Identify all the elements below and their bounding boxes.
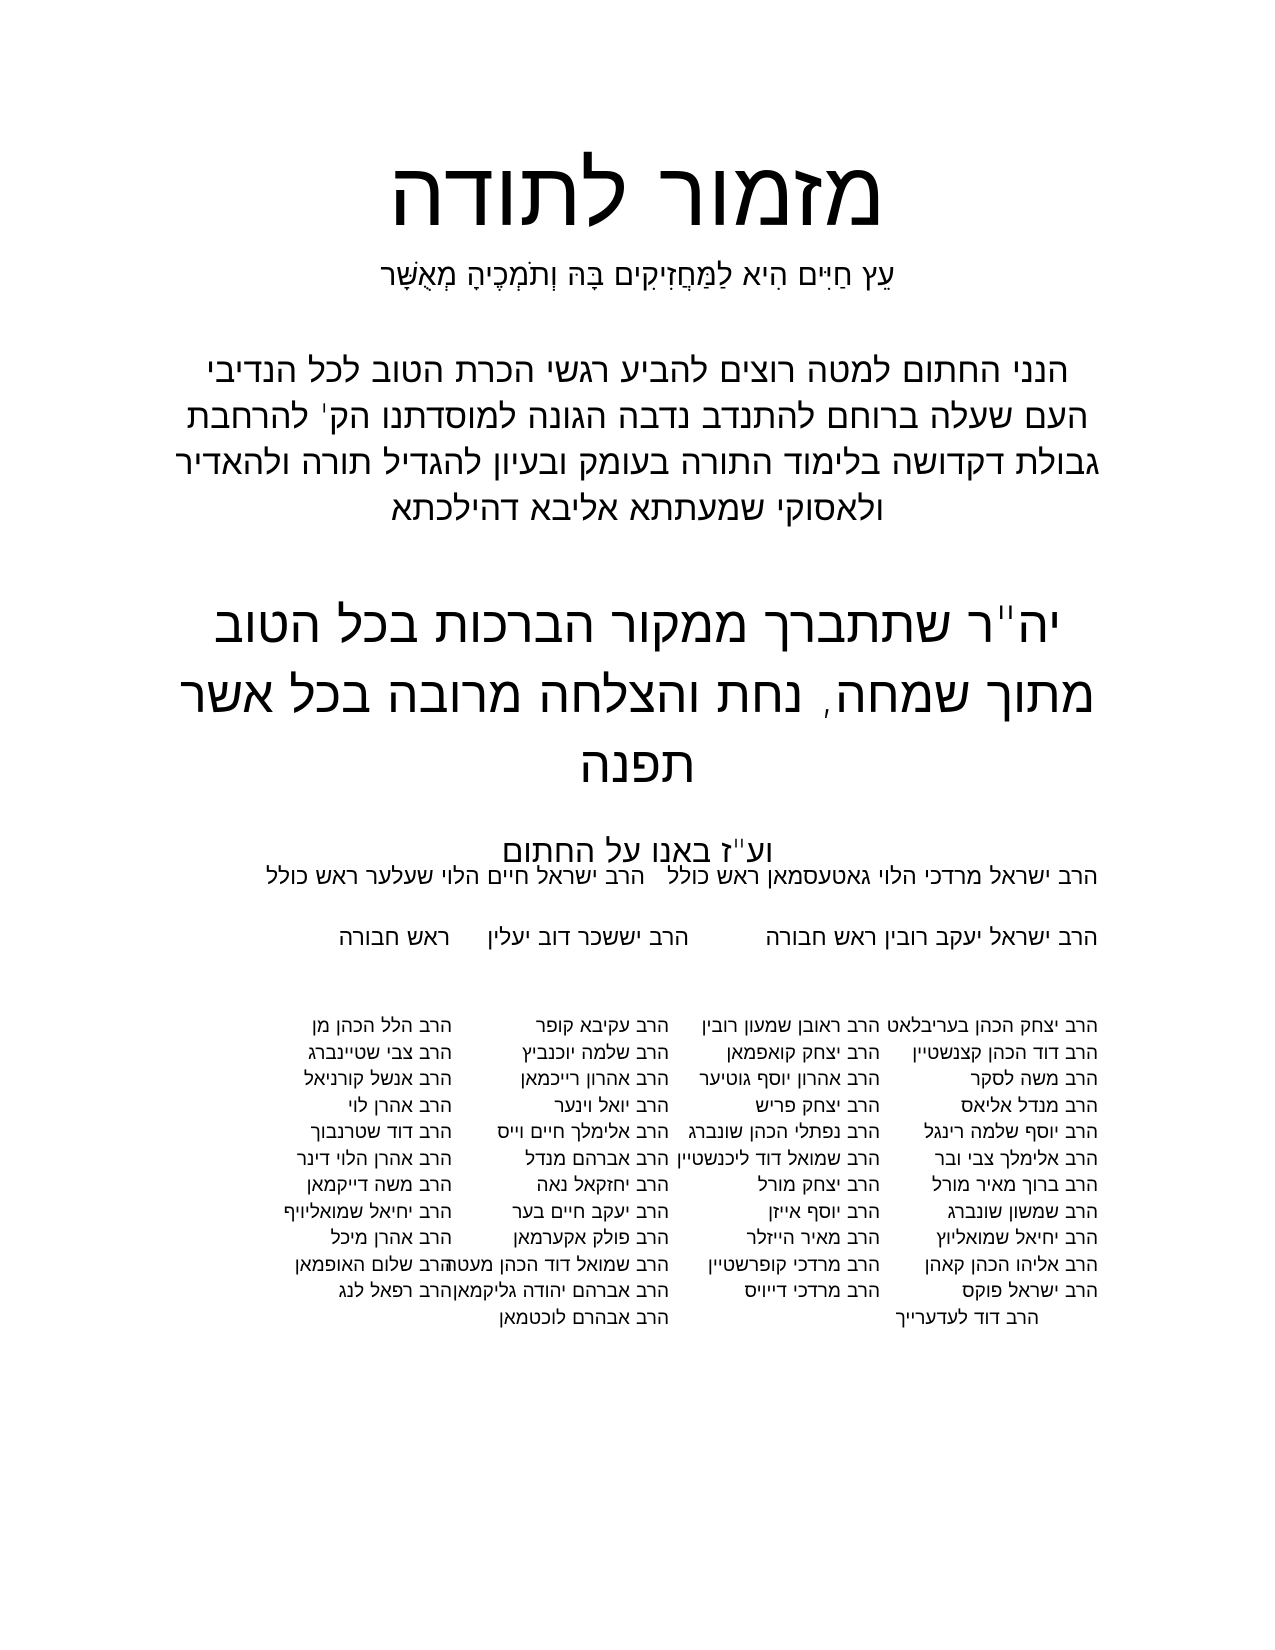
signatories-row [0, 1201, 1275, 1228]
head-signatory: הרב יששכר דוב יעלין [487, 925, 689, 951]
heads-row-2 [0, 923, 1275, 955]
signatory-name: הרב יצחק קואפמאן [726, 1041, 880, 1064]
signatory-name: הרב מרדכי קופרשטיין [707, 1253, 880, 1276]
signatory-name: הרב אהרן הלוי דינר [296, 1147, 452, 1170]
paragraph-line: ולאסוקי שמעתתא אליבא דהילכתא [390, 489, 885, 529]
signatory-name: הרב מנדל אליאס [960, 1094, 1098, 1117]
heads-row-1 [0, 862, 1275, 894]
signatory-name: הרב דוד לעדערייך [895, 1306, 1039, 1329]
signatory-name: הרב יחיאל שמואליוץ [936, 1227, 1098, 1249]
signatory-name: הרב מאיר הייזלר [746, 1227, 880, 1249]
head-title: ראש חבורה [338, 925, 450, 951]
signatories-row [0, 1095, 1275, 1122]
signatory-name: הרב שמואל דוד הכהן מעטה [445, 1253, 669, 1276]
signatories-row [0, 1148, 1275, 1175]
signatory-name: הרב אברהם מנדל [525, 1147, 669, 1170]
subtitle-verse: עֵץ חַיִּים הִיא לַמַּחֲזִיקִים בָּהּ וְתֹמְכֶיהָ מְאֻשָּׁר [380, 258, 895, 293]
signatory-name: הרב אהרון יוסף גוטיער [699, 1068, 880, 1090]
signatories-row [0, 1042, 1275, 1069]
signatory-name: הרב נפתלי הכהן שונברג [688, 1121, 880, 1143]
signatory-name: הרב יוסף שלמה רינגל [924, 1121, 1098, 1143]
signatory-name: הרב אהרן מיכל [330, 1227, 452, 1249]
signatory-name: הרב עקיבא קופר [535, 1015, 669, 1037]
signatory-name: הרב אהרן לוי [347, 1094, 452, 1117]
signatory-name: הרב הלל הכהן מן [311, 1015, 452, 1037]
signatory-name: הרב שמואל דוד ליכנשטיין [676, 1147, 880, 1170]
head-signatory: הרב ישראל מרדכי הלוי גאטעסמאן ראש כולל [667, 864, 1098, 890]
signatory-name: הרב רפאל לנג [338, 1280, 452, 1302]
signatory-name: הרב שמשון שונברג [947, 1200, 1098, 1223]
signatories-row [0, 1015, 1275, 1042]
blessing-line: מתוך שמחה, נחת והצלחה מרובה בכל אשר [179, 666, 1096, 724]
signatory-name: הרב אברהם יהודה גליקמאן [452, 1280, 669, 1302]
signatories-row [0, 1227, 1275, 1254]
signatory-name: הרב דוד שטרנבוך [310, 1121, 452, 1143]
signatory-name: הרב משה לסקר [970, 1068, 1098, 1090]
signatory-name: הרב אלימלך צבי ובר [934, 1147, 1098, 1170]
gratitude-paragraph [0, 348, 1275, 532]
head-signatory: הרב ישראל חיים הלוי שעלער ראש כולל [265, 864, 645, 890]
paragraph-line: הנני החתום למטה רוצים להביע רגשי הכרת הטוב לכל הנדיבי [206, 351, 1069, 391]
head-signatory: הרב ישראל יעקב רובין ראש חבורה [765, 925, 1098, 951]
signatory-name: הרב פולק אקערמאן [513, 1227, 669, 1249]
signatory-name: הרב אליהו הכהן קאהן [924, 1253, 1098, 1276]
signatory-name: הרב אבהרם לוכטמאן [498, 1306, 669, 1329]
signatories-row [0, 1280, 1275, 1307]
signatory-name: הרב אנשל קורניאל [303, 1068, 452, 1090]
signatory-name: הרב יצחק פריש [755, 1094, 880, 1117]
signatory-name: הרב שלמה יוכנביץ [522, 1041, 669, 1064]
signatory-name: הרב ראובן שמעון רובין [701, 1015, 880, 1037]
signatories-row [0, 1254, 1275, 1281]
signatory-name: הרב ישראל פוקס [962, 1280, 1098, 1302]
signatory-name: הרב ברוך מאיר מורל [932, 1174, 1098, 1196]
signatory-name: הרב מרדכי דייויס [744, 1280, 880, 1302]
signatory-name: הרב דוד הכהן קצנשטיין [912, 1041, 1098, 1064]
signatory-name: הרב משה דייקמאן [306, 1174, 452, 1196]
signatory-name: הרב יחיאל שמואליויף [283, 1200, 452, 1223]
signatory-name: הרב יחזקאל נאה [536, 1174, 669, 1196]
page-title: מזמור לתודה [388, 142, 887, 247]
signatory-name: הרב יצחק הכהן בעריבלאט [886, 1015, 1098, 1037]
signatories-row [0, 1307, 1275, 1334]
blessing [0, 590, 1275, 800]
signatory-name: הרב יואל וינער [554, 1094, 669, 1117]
signatory-name: הרב אהרון רייכמאן [520, 1068, 669, 1090]
signatory-name: הרב יוסף אייזן [768, 1200, 880, 1223]
signatory-name: הרב יצחק מורל [757, 1174, 880, 1196]
signoff: וע"ז באנו על החתום [501, 832, 774, 870]
signatories-row [0, 1068, 1275, 1095]
signatories-row [0, 1121, 1275, 1148]
signatories-row [0, 1174, 1275, 1201]
signatory-name: הרב אלימלך חיים וייס [497, 1121, 669, 1143]
signatory-name: הרב יעקב חיים בער [512, 1200, 669, 1223]
signatory-name: הרב צבי שטיינברג [308, 1041, 452, 1064]
paragraph-line: העם שעלה ברוחם להתנדב נדבה הגונה למוסדתנו הק' להרחבת [186, 397, 1089, 437]
signatory-name: הרב שלום האופמאן [294, 1253, 452, 1276]
paragraph-line: גבולת דקדושה בלימוד התורה בעומק ובעיון להגדיל תורה ולהאדיר [175, 443, 1100, 483]
blessing-line: תפנה [579, 736, 696, 794]
blessing-line: יה"ר שתתברך ממקור הברכות בכל הטוב [213, 596, 1062, 654]
